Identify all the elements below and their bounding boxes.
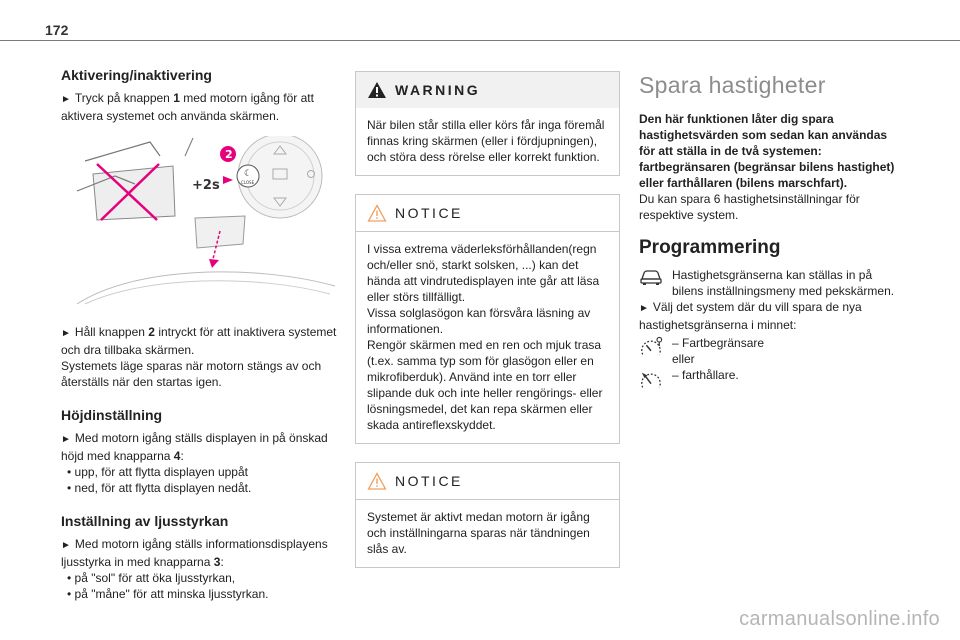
warning-label: WARNING bbox=[395, 82, 481, 98]
warning-text: När bilen står stilla eller körs får inga föremål finnas kring skärmen (eller i fördjupningen), och störa dess rörelse eller korrekt funktion. bbox=[367, 118, 605, 164]
speed-limiter-text: – Fartbegränsare eller bbox=[672, 336, 765, 366]
display-control-illustration bbox=[75, 136, 337, 306]
svg-text:+2s: +2s bbox=[192, 178, 220, 193]
speed-limiter-icon bbox=[639, 335, 663, 361]
select-system-paragraph: ► Välj det system där du vill spara de nya hastighetsgränserna i minnet: bbox=[639, 300, 862, 332]
column-right bbox=[639, 66, 904, 393]
brightness-bullet-moon: • på "måne" för att minska ljusstyrkan. bbox=[67, 587, 269, 601]
car-settings-row bbox=[639, 267, 904, 299]
notice-box-1 bbox=[355, 194, 620, 444]
notice-label-2: NOTICE bbox=[395, 473, 463, 489]
arrow-icon: ► bbox=[61, 328, 71, 339]
top-rule bbox=[0, 40, 960, 41]
deactivation-paragraph: ► Håll knappen 2 intryckt för att inaktivera systemet och dra tillbaka skärmen. bbox=[61, 325, 337, 357]
notice-label-1: NOTICE bbox=[395, 205, 463, 221]
svg-text:☾: ☾ bbox=[244, 169, 253, 179]
brightness-paragraph: ► Med motorn igång ställs informationsdisplayens ljusstyrka in med knapparna 3: bbox=[61, 537, 328, 569]
notice-icon bbox=[367, 472, 387, 490]
cruise-control-text: – farthållare. bbox=[672, 368, 739, 382]
notice-text-2: Systemet är aktivt medan motorn är igång och inställningarna sparas när tändningen slås av. bbox=[367, 510, 590, 556]
car-settings-text: Hastighetsgränserna kan ställas in på bilens inställningsmeny med pekskärmen. bbox=[672, 268, 895, 298]
activation-paragraph: ► Tryck på knappen 1 med motorn igång för att aktivera systemet och använda skärmen. bbox=[61, 91, 314, 123]
heading-brightness: Inställning av ljusstyrkan bbox=[61, 513, 229, 529]
notice-icon bbox=[367, 204, 387, 222]
cruise-control-row bbox=[639, 367, 904, 393]
brightness-bullet-sun: • på "sol" för att öka ljusstyrkan, bbox=[67, 571, 236, 585]
arrow-icon: ► bbox=[61, 434, 71, 445]
state-saved-paragraph: Systemets läge sparas när motorn stängs av och återställs när den startas igen. bbox=[61, 359, 322, 389]
notice-header-2 bbox=[356, 463, 619, 500]
heading-height: Höjdinställning bbox=[61, 407, 163, 423]
arrow-icon: ► bbox=[61, 540, 71, 551]
page-number: 172 bbox=[45, 22, 69, 38]
warning-box bbox=[355, 71, 620, 176]
warning-icon bbox=[367, 81, 387, 99]
footer-watermark: carmanualsonline.info bbox=[739, 608, 940, 630]
height-bullet-down: • ned, för att flytta displayen nedåt. bbox=[67, 481, 252, 495]
speed-limiter-row bbox=[639, 335, 904, 367]
column-middle bbox=[355, 71, 620, 568]
warning-header bbox=[356, 72, 619, 108]
notice-header-1 bbox=[356, 195, 619, 232]
intro-bold-paragraph: Den här funktionen låter dig spara hastighetsvärden som sedan kan användas för att ställa in de två systemen: fartbegränsaren (begränsar bilens hastighet) eller farthållaren (bilens marschfart). bbox=[639, 112, 895, 190]
notice-box-2 bbox=[355, 462, 620, 568]
height-bullet-up: • upp, för att flytta displayen uppåt bbox=[67, 465, 248, 479]
arrow-icon: ► bbox=[61, 94, 71, 105]
car-icon bbox=[639, 267, 663, 287]
heading-programming: Programmering bbox=[639, 237, 781, 258]
notice-text-1: I vissa extrema väderleksförhållanden(regn och/eller snö, starkt solsken, ...) kan det hända att vindrutedisplayen inte går att läsa eller störs tillfälligt. Vissa solglasögon kan försvåra läsning av informationen. Rengör skärmen med en ren och mjuk trasa (t.ex. samma typ som för glasögon eller en mikrofiberduk). Använd inte en torr eller slipande duk och inte heller rengörings- eller lösningsmedel, det kan repa skärmen eller skada antireflexskyddet. bbox=[367, 242, 603, 432]
intro-paragraph: Du kan spara 6 hastighetsinställningar för respektive system. bbox=[639, 192, 860, 222]
column-left bbox=[61, 66, 343, 602]
arrow-icon: ► bbox=[639, 303, 649, 314]
svg-text:CLOSE: CLOSE bbox=[241, 180, 255, 185]
cruise-control-icon bbox=[639, 367, 663, 393]
svg-text:2: 2 bbox=[225, 148, 233, 161]
height-paragraph: ► Med motorn igång ställs displayen in på önskad höjd med knapparna 4: bbox=[61, 431, 328, 463]
section-title-save-speeds: Spara hastigheter bbox=[639, 72, 826, 98]
heading-activation: Aktivering/inaktivering bbox=[61, 67, 212, 83]
